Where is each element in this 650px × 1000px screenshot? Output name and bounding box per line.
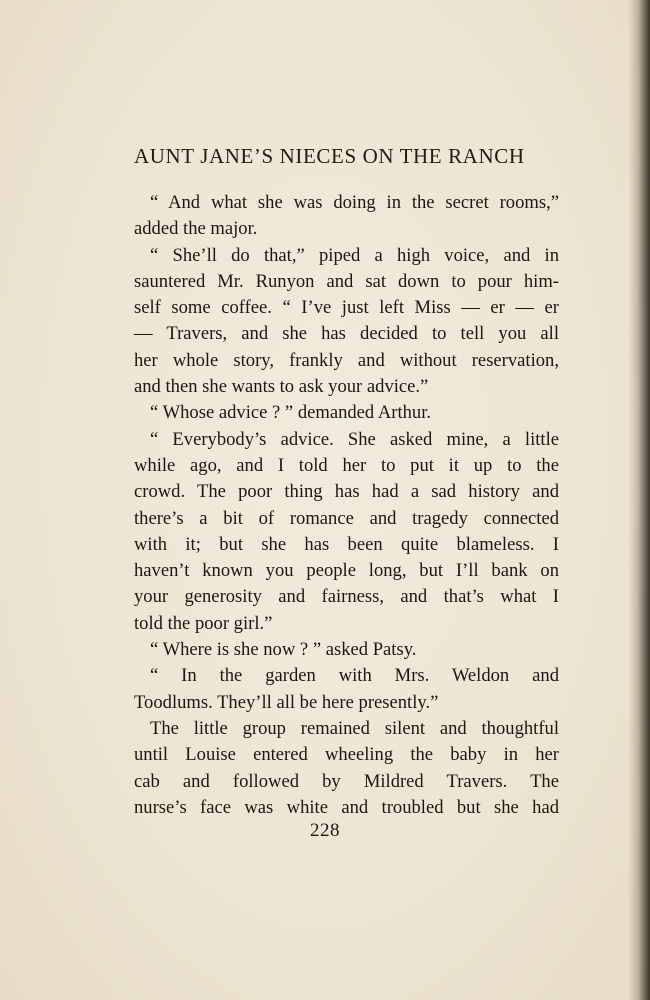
text-line: self some coffee. “ I’ve just left Miss — er — er bbox=[134, 297, 559, 319]
text-line: told the poor girl.” bbox=[134, 612, 273, 634]
running-head: AUNT JANE’S NIECES ON THE RANCH bbox=[134, 144, 525, 168]
text-line: “ Everybody’s advice. She asked mine, a little bbox=[150, 428, 559, 450]
text-line: “ Whose advice ? ” demanded Arthur. bbox=[150, 402, 432, 424]
text-line: Toodlums. They’ll all be here presently.” bbox=[134, 691, 439, 713]
text-line: crowd. The poor thing has had a sad history and bbox=[134, 481, 559, 503]
text-line: “ In the garden with Mrs. Weldon and bbox=[150, 665, 559, 687]
text-line: nurse’s face was white and troubled but she had bbox=[134, 796, 559, 818]
text-line: — Travers, and she has decided to tell you all bbox=[134, 323, 559, 345]
body-text bbox=[134, 190, 559, 821]
text-line: until Louise entered wheeling the baby in her bbox=[134, 744, 559, 766]
text-line: haven’t known you people long, but I’ll bank on bbox=[134, 560, 559, 582]
text-line: “ Where is she now ? ” asked Patsy. bbox=[150, 639, 417, 661]
text-line: with it; but she has been quite blameless. I bbox=[134, 533, 559, 555]
text-line: while ago, and I told her to put it up to the bbox=[134, 454, 559, 476]
text-line: added the major. bbox=[134, 218, 258, 240]
text-line: “ She’ll do that,” piped a high voice, and in bbox=[150, 244, 559, 266]
text-line: cab and followed by Mildred Travers. The bbox=[134, 770, 559, 792]
text-line: sauntered Mr. Runyon and sat down to pour him- bbox=[134, 270, 559, 292]
page-edge-shadow bbox=[628, 0, 650, 1000]
text-line: and then she wants to ask your advice.” bbox=[134, 376, 429, 398]
text-line: her whole story, frankly and without reservation, bbox=[134, 349, 559, 371]
text-line: your generosity and fairness, and that’s what I bbox=[134, 586, 559, 608]
text-line: there’s a bit of romance and tragedy connected bbox=[134, 507, 559, 529]
text-line: The little group remained silent and thoughtful bbox=[150, 717, 559, 739]
page-number: 228 bbox=[310, 820, 340, 841]
text-line: “ And what she was doing in the secret rooms,” bbox=[150, 192, 559, 213]
